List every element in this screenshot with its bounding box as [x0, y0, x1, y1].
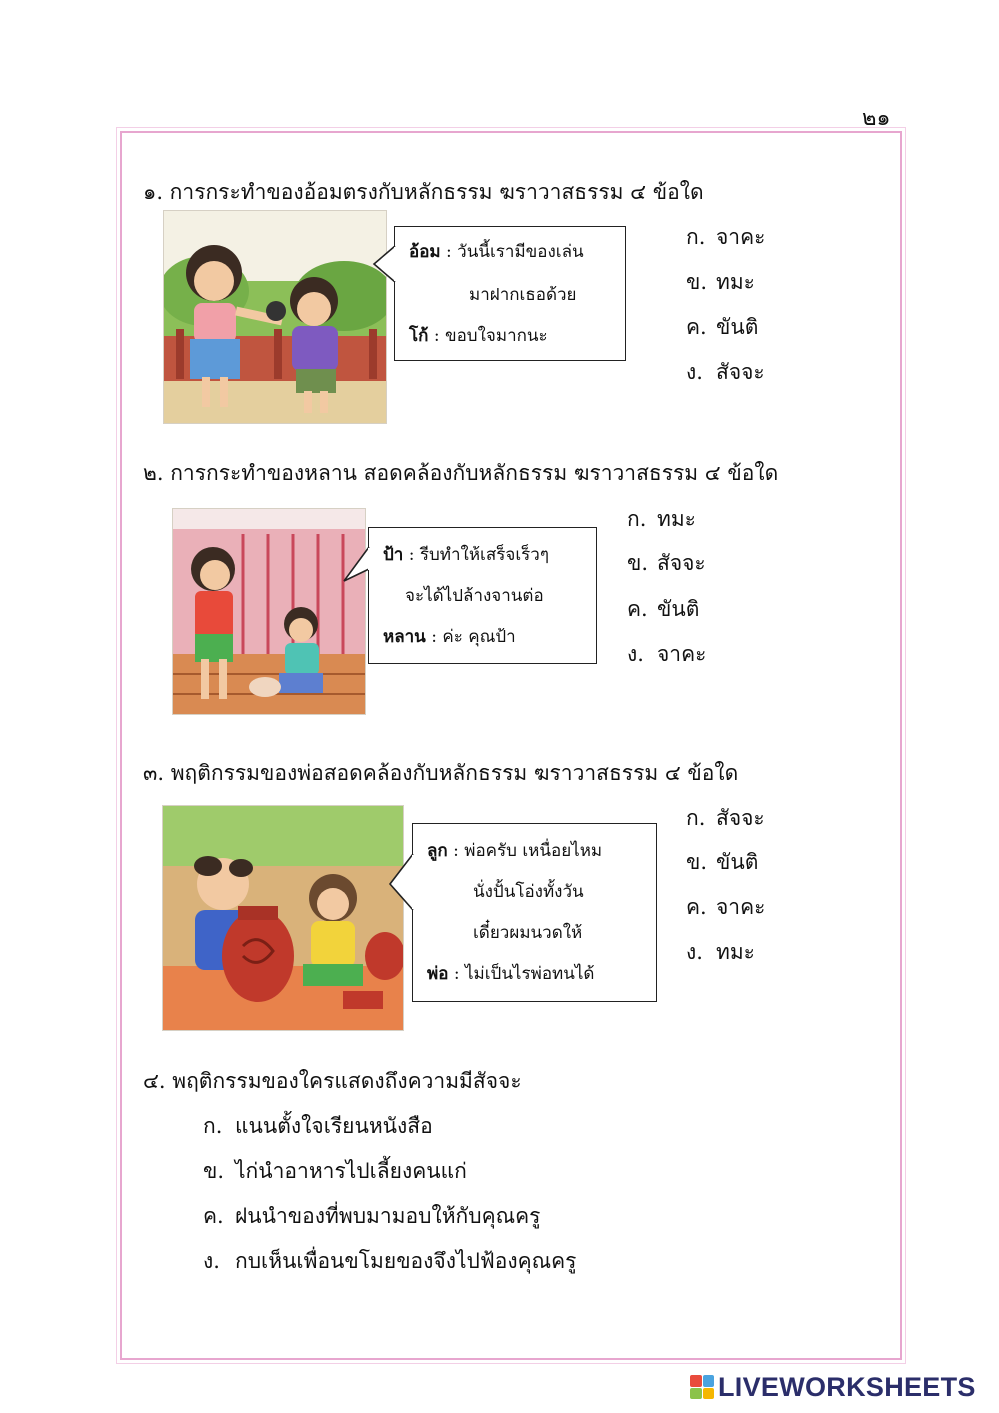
question-2-option[interactable] [627, 593, 699, 626]
option-letter: ง. [203, 1249, 220, 1273]
question-1-option[interactable] [686, 266, 755, 299]
option-letter: ค. [686, 895, 707, 919]
option-letter: ก. [686, 806, 706, 830]
option-text: ขันติ [716, 315, 759, 339]
dialogue-speaker: หลาน [383, 627, 426, 647]
question-3-illustration [162, 805, 404, 1031]
dialogue-text: มาฝากเธอด้วย [469, 285, 577, 305]
dialogue-text: เดี๋ยวผมนวดให้ [473, 923, 583, 943]
question-3-option[interactable] [686, 936, 755, 969]
dialogue-text: : วันนี้เรามีของเล่น [440, 242, 584, 262]
option-text: ทมะ [716, 940, 755, 964]
option-letter: ก. [686, 225, 706, 249]
option-text: สัจจะ [716, 360, 765, 384]
option-letter: ข. [686, 270, 708, 294]
question-2-speech-bubble [368, 527, 597, 664]
question-4-title: ๔. พฤติกรรมของใครแสดงถึงความมีสัจจะ [143, 1069, 522, 1093]
speech-bubble-tail [388, 852, 414, 912]
question-1-illustration [163, 210, 387, 424]
dialogue-text: : พ่อครับ เหนื่อยไหม [447, 841, 603, 861]
dialogue-speaker: ป้า [383, 545, 404, 565]
dialogue-text: : ไม่เป็นไรพ่อทนได้ [448, 964, 595, 984]
dialogue-speaker: ลูก [427, 841, 448, 861]
question-2-illustration [172, 508, 366, 715]
dialogue-text: : ค่ะ คุณป้า [425, 627, 516, 647]
option-letter: ค. [203, 1204, 224, 1228]
question-1-option[interactable] [686, 356, 765, 389]
question-3-speech-bubble [412, 823, 657, 1002]
question-2-option[interactable] [627, 638, 706, 671]
question-2-option[interactable] [627, 503, 696, 536]
option-text: แนนตั้งใจเรียนหนังสือ [235, 1114, 433, 1138]
dialogue-text: นั่งปั้นโอ่งทั้งวัน [473, 882, 584, 902]
question-2-title: ๒. การกระทำของหลาน สอดคล้องกับหลักธรรม ฆราวาสธรรม ๔ ข้อใด [143, 461, 779, 485]
option-letter: ข. [203, 1159, 225, 1183]
option-letter: ข. [627, 551, 649, 575]
question-3-option[interactable] [686, 846, 758, 879]
page-number: ๒๑ [862, 106, 891, 131]
option-text: ฝนนำของที่พบมามอบให้กับคุณครู [235, 1204, 541, 1228]
liveworksheets-logo-icon [690, 1375, 714, 1399]
speech-bubble-tail [372, 244, 396, 284]
option-letter: ก. [627, 507, 647, 531]
question-4-option[interactable] [203, 1245, 576, 1278]
option-letter: ง. [686, 940, 703, 964]
question-1-speech-bubble [394, 226, 626, 361]
question-3-option[interactable] [686, 891, 765, 924]
liveworksheets-logo[interactable] [690, 1373, 976, 1401]
liveworksheets-brand-text: LIVEWORKSHEETS [718, 1371, 976, 1402]
option-text: สัจจะ [657, 551, 706, 575]
dialogue-speaker: โก้ [409, 326, 429, 346]
option-text: ขันติ [716, 850, 759, 874]
dialogue-speaker: อ้อม [409, 242, 441, 262]
option-text: จาคะ [657, 642, 707, 666]
question-4-option[interactable] [203, 1110, 433, 1143]
dialogue-text: : รีบทำให้เสร็จเร็วๆ [403, 545, 549, 565]
speech-bubble-tail [342, 545, 370, 585]
question-1-title: ๑. การกระทำของอ้อมตรงกับหลักธรรม ฆราวาสธรรม ๔ ข้อใด [143, 180, 704, 204]
option-text: จาคะ [716, 895, 766, 919]
option-letter: ง. [686, 360, 703, 384]
dialogue-text: จะได้ไปล้างจานต่อ [405, 586, 544, 606]
option-text: ขันติ [657, 597, 700, 621]
dialogue-text: : ขอบใจมากนะ [428, 326, 548, 346]
option-text: กบเห็นเพื่อนขโมยของจึงไปฟ้องคุณครู [235, 1249, 577, 1273]
question-1-option[interactable] [686, 311, 758, 344]
option-letter: ง. [627, 642, 644, 666]
option-letter: ก. [203, 1114, 223, 1138]
option-text: จาคะ [716, 225, 766, 249]
option-letter: ข. [686, 850, 708, 874]
dialogue-speaker: พ่อ [427, 964, 449, 984]
option-letter: ค. [686, 315, 707, 339]
question-4-option[interactable] [203, 1155, 467, 1188]
question-4-option[interactable] [203, 1200, 540, 1233]
question-1-option[interactable] [686, 221, 765, 254]
option-letter: ค. [627, 597, 648, 621]
question-2-option[interactable] [627, 547, 706, 580]
option-text: ทมะ [657, 507, 696, 531]
question-3-option[interactable] [686, 802, 765, 835]
question-3-title: ๓. พฤติกรรมของพ่อสอดคล้องกับหลักธรรม ฆราวาสธรรม ๔ ข้อใด [143, 761, 739, 785]
option-text: ไก่นำอาหารไปเลี้ยงคนแก่ [235, 1159, 467, 1183]
option-text: สัจจะ [716, 806, 765, 830]
option-text: ทมะ [716, 270, 755, 294]
